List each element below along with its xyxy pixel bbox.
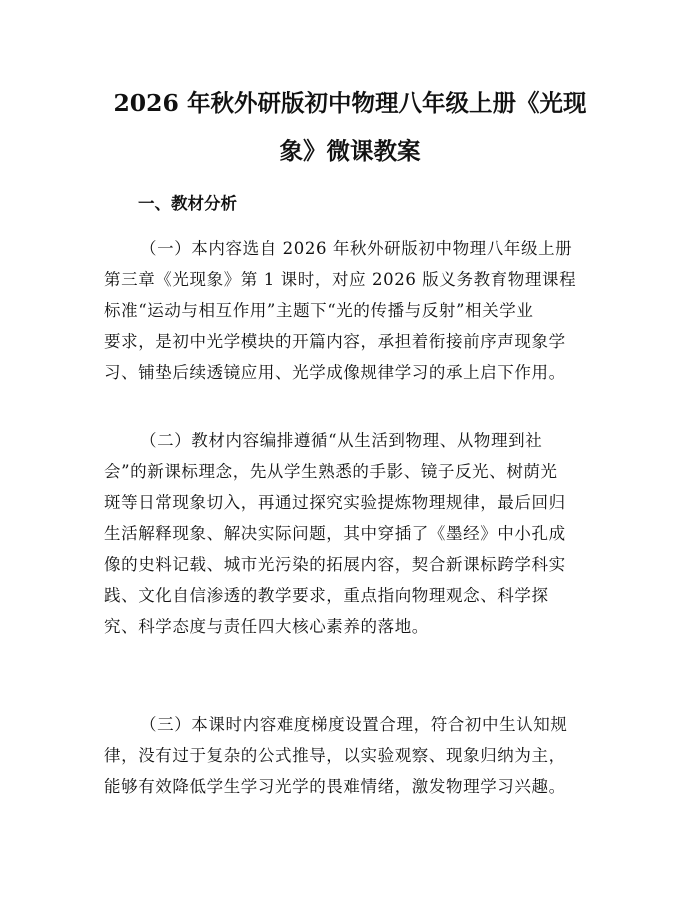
paragraph-line: （二）教材内容编排遵循“从生活到物理、从物理到社 bbox=[140, 431, 543, 450]
paragraph-line: 会”的新课标理念，先从学生熟悉的手影、镜子反光、树荫光 bbox=[104, 462, 558, 481]
paragraph-line: 习、铺垫后续透镜应用、光学成像规律学习的承上启下作用。 bbox=[104, 363, 566, 382]
paragraph-line: （三）本课时内容难度梯度设置合理，符合初中生认知规 bbox=[140, 715, 568, 734]
paragraph-line: （一）本内容选自 2026 年秋外研版初中物理八年级上册 bbox=[140, 239, 573, 258]
paragraph-line: 究、科学态度与责任四大核心素养的落地。 bbox=[104, 617, 429, 636]
paragraph-1 bbox=[104, 233, 600, 388]
paragraph-line: 像的史料记载、城市光污染的拓展内容，契合新课标跨学科实 bbox=[104, 555, 566, 574]
paragraph-line: 律，没有过于复杂的公式推导，以实验观察、现象归纳为主， bbox=[104, 746, 566, 765]
document-title-line-2: 象》微课教案 bbox=[279, 137, 421, 165]
paragraph-line: 要求，是初中光学模块的开篇内容，承担着衔接前序声现象学 bbox=[104, 332, 566, 351]
section-heading: 一、教材分析 bbox=[138, 194, 237, 213]
paragraph-2 bbox=[104, 425, 600, 642]
paragraph-line: 能够有效降低学生学习光学的畏难情绪，激发物理学习兴趣。 bbox=[104, 777, 566, 796]
paragraph-line: 斑等日常现象切入，再通过探究实验提炼物理规律，最后回归 bbox=[104, 493, 566, 512]
paragraph-line: 践、文化自信渗透的教学要求，重点指向物理观念、科学探 bbox=[104, 586, 549, 605]
document-title-line-1: 2026 年秋外研版初中物理八年级上册《光现 bbox=[113, 89, 587, 117]
paragraph-line: 第三章《光现象》第 1 课时，对应 2026 版义务教育物理课程 bbox=[104, 270, 577, 289]
paragraph-3 bbox=[104, 709, 600, 802]
paragraph-line: 标准“运动与相互作用”主题下“光的传播与反射”相关学业 bbox=[104, 301, 534, 320]
paragraph-line: 生活解释现象、解决实际问题，其中穿插了《墨经》中小孔成 bbox=[104, 524, 566, 543]
